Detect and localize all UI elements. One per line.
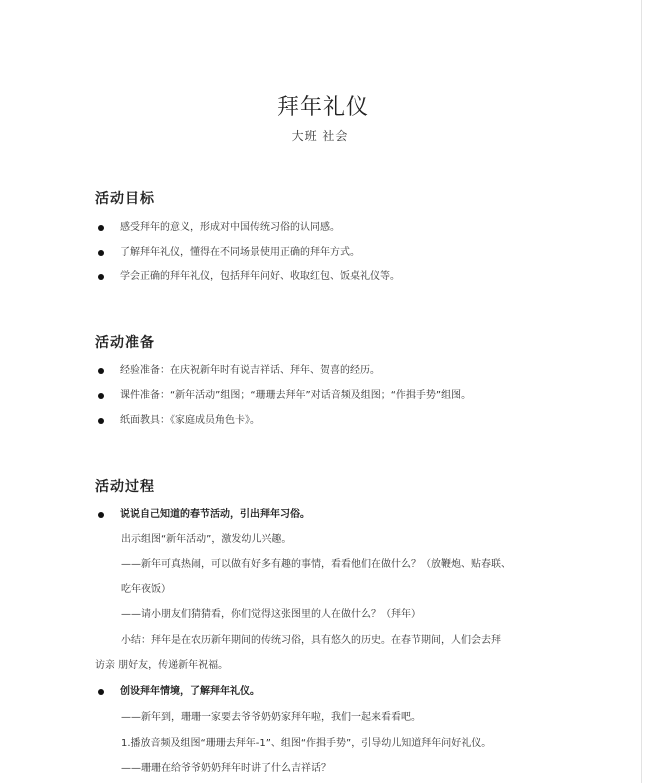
process-line: 小结：拜年是在农历新年期间的传统习俗，具有悠久的历史。在春节期间，人们会去拜 — [121, 635, 501, 646]
process-line: ——珊珊在给爷爷奶奶拜年时讲了什么吉祥话？ — [121, 763, 331, 774]
process-line: ——请小朋友们猜猜看，你们觉得这张图里的人在做什么？（拜年） — [121, 609, 421, 620]
preparation-item-text: 纸面教具：《家庭成员角色卡》。 — [120, 415, 260, 426]
preparation-heading: 活动准备 — [95, 335, 155, 351]
bullet-icon — [98, 512, 104, 518]
bullet-icon — [98, 689, 104, 695]
document-subtitle: 大班 社会 — [291, 129, 349, 143]
process-step-title: 创设拜年情境，了解拜年礼仪。 — [120, 686, 260, 697]
process-step-title: 说说自己知道的春节活动，引出拜年习俗。 — [120, 509, 310, 520]
document-page — [4, 0, 642, 783]
bullet-icon — [98, 250, 104, 256]
process-line: ——新年到，珊珊一家要去爷爷奶奶家拜年啦，我们一起来看看吧。 — [121, 712, 421, 723]
bullet-icon — [98, 368, 104, 374]
bullet-icon — [98, 393, 104, 399]
document-title: 拜年礼仪 — [276, 95, 369, 120]
bullet-icon — [98, 225, 104, 231]
goals-heading: 活动目标 — [95, 191, 155, 207]
goals-item-text: 学会正确的拜年礼仪，包括拜年问好、收取红包、饭桌礼仪等。 — [120, 271, 400, 282]
bullet-icon — [98, 274, 104, 280]
process-line: 访亲 朋好友，传递新年祝福。 — [95, 660, 229, 671]
preparation-item-text: 课件准备：“新年活动”组图；“珊珊去拜年”对话音频及组图；“作揖手势”组图。 — [120, 390, 472, 401]
process-line: 出示组图“新年活动”，激发幼儿兴趣。 — [121, 534, 292, 545]
process-line: 吃年夜饭） — [121, 584, 171, 595]
preparation-item-text: 经验准备：在庆祝新年时有说吉祥话、拜年、贺喜的经历。 — [120, 365, 380, 376]
process-line: ——新年可真热闹，可以做有好多有趣的事情，看看他们在做什么？（放鞭炮、贴春联、 — [121, 559, 511, 570]
process-line: 1.播放音频及组图“珊珊去拜年-1”、组图“作揖手势”，引导幼儿知道拜年问好礼仪。 — [121, 738, 492, 749]
process-heading: 活动过程 — [95, 479, 155, 495]
goals-item-text: 感受拜年的意义，形成对中国传统习俗的认同感。 — [120, 222, 340, 233]
bullet-icon — [98, 418, 104, 424]
goals-item-text: 了解拜年礼仪，懂得在不同场景使用正确的拜年方式。 — [120, 247, 360, 258]
